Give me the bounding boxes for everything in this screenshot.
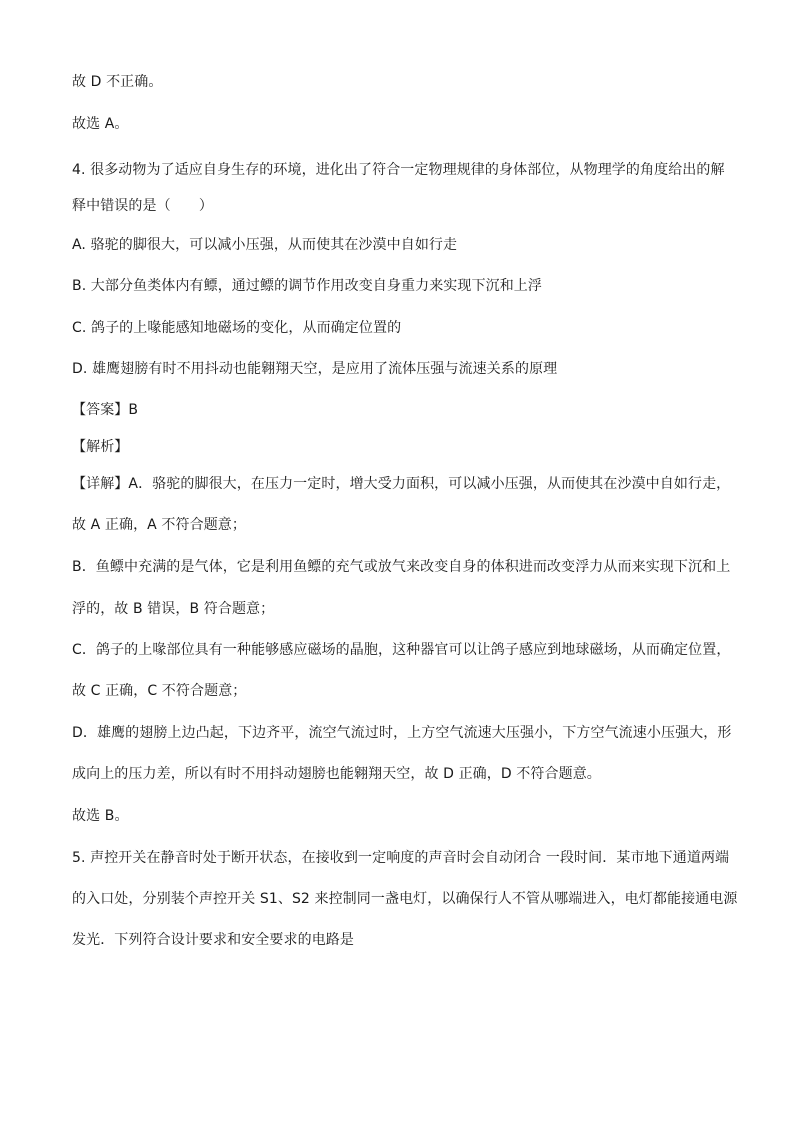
question-5-stem: 发光．下列符合设计要求和安全要求的电路是	[72, 932, 354, 948]
explanation-line: 成向上的压力差，所以有时不用抖动翅膀也能翱翔天空，故 D 正确，D 不符合题意。	[72, 766, 601, 782]
explanation-line: 浮的，故 B 错误，B 符合题意；	[72, 601, 275, 617]
question-4-stem: 释中错误的是（ ）	[72, 198, 213, 214]
explanation-line: 故 C 正确，C 不符合题意；	[72, 683, 247, 699]
option-b: B. 大部分鱼类体内有鳔，通过鳔的调节作用改变自身重力来实现下沉和上浮	[72, 278, 543, 294]
explanation-line: C．鸽子的上喙部位具有一种能够感应磁场的晶胞，这种器官可以让鸽子感应到地球磁场，从而确定位置，	[72, 642, 731, 658]
text-line: 故 D 不正确。	[72, 74, 163, 90]
text-line: 故选 B。	[72, 808, 129, 824]
question-5-stem: 的入口处，分别装个声控开关 S1、S2 来控制同一盏电灯，以确保行人不管从哪端进入，电灯都能接通电源	[72, 891, 738, 907]
explanation-line: D．雄鹰的翅膀上边凸起，下边齐平，流空气流过时，上方空气流速大压强小，下方空气流速小压强大，形	[72, 725, 732, 741]
option-c: C. 鸽子的上喙能感知地磁场的变化，从而确定位置的	[72, 320, 402, 336]
analysis-label: 【解析】	[72, 439, 129, 455]
question-5-stem: 5. 声控开关在静音时处于断开状态，在接收到一定响度的声音时会自动闭合 一段时间．某市地下通道两端	[72, 850, 730, 866]
text-line: 故选 A。	[72, 116, 129, 132]
question-4-stem: 4. 很多动物为了适应自身生存的环境，进化出了符合一定物理规律的身体部位，从物理学的角度给出的解	[72, 162, 725, 178]
explanation-line: 【详解】A．骆驼的脚很大，在压力一定时，增大受力面积，可以减小压强，从而使其在沙漠中自如行走，	[72, 476, 731, 492]
option-d: D. 雄鹰翅膀有时不用抖动也能翱翔天空，是应用了流体压强与流速关系的原理	[72, 361, 558, 377]
option-a: A. 骆驼的脚很大，可以减小压强，从而使其在沙漠中自如行走	[72, 237, 458, 253]
explanation-line: 故 A 正确，A 不符合题意；	[72, 517, 247, 533]
answer-label: 【答案】B	[72, 402, 139, 418]
explanation-line: B．鱼鳔中充满的是气体，它是利用鱼鳔的充气或放气来改变自身的体积进而改变浮力从而来实现下沉和上	[72, 559, 731, 575]
